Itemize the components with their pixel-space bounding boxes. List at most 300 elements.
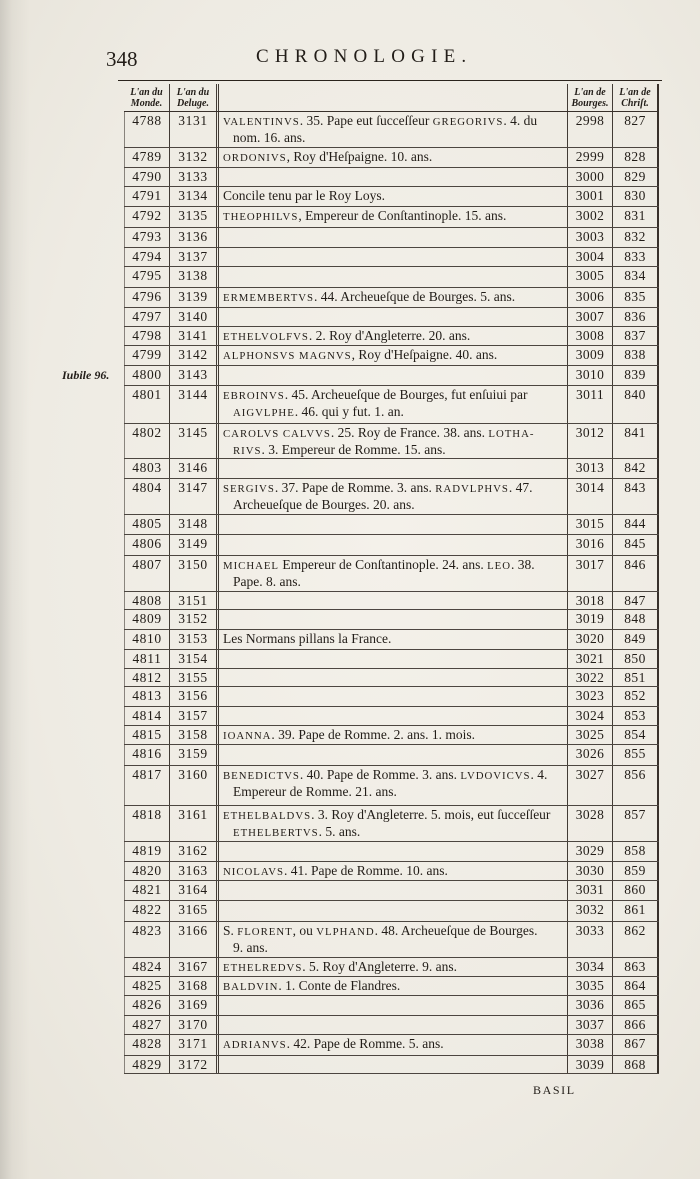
table-row: [124, 726, 659, 745]
year-since-deluge: 3165: [178, 902, 208, 917]
event-line: Concile tenu par le Roy Loys.: [223, 188, 385, 203]
year-of-christ: 837: [613, 327, 659, 345]
year-of-bourges: 3035: [568, 977, 613, 995]
name-small-caps: LEO: [487, 560, 511, 572]
event-cell: [216, 806, 568, 841]
year-of-christ: 841: [613, 424, 659, 458]
event-cell: [216, 610, 568, 629]
year-of-bourges: 2998: [568, 112, 613, 147]
year-of-christ: 863: [613, 958, 659, 976]
year-since-deluge: 3142: [178, 347, 208, 362]
event-line: NICOLAVS. 41. Pape de Romme. 10. ans.: [223, 863, 448, 878]
year-of-christ: 866: [613, 1016, 659, 1034]
year-of-bourges: 3033: [568, 922, 613, 957]
year-of-world: 4793: [124, 228, 170, 247]
table-header: [124, 84, 659, 112]
table-row: [124, 650, 659, 669]
event-line: Archeueſque de Bourges. 20. ans.: [233, 497, 415, 512]
year-since-deluge: 3172: [178, 1057, 208, 1072]
year-since-deluge: 3148: [178, 516, 208, 531]
event-line: Empereur de Romme. 21. ans.: [233, 784, 397, 799]
year-of-christ: 851: [613, 669, 659, 686]
name-small-caps: RIVS: [233, 445, 262, 457]
year-of-world: 4797: [124, 308, 170, 326]
event-cell: [216, 669, 568, 686]
table-row: [62, 366, 659, 386]
event-line: IOANNA. 39. Pape de Romme. 2. ans. 1. mois.: [223, 727, 476, 742]
year-of-christ: 846: [613, 556, 659, 591]
year-of-world: 4803: [124, 459, 170, 478]
year-of-bourges: 3016: [568, 535, 613, 555]
year-of-christ: 867: [613, 1035, 659, 1055]
event-line: S. FLORENT, ou VLPHAND. 48. Archeueſque de Bourges.: [223, 923, 538, 938]
year-since-deluge: 3131: [178, 113, 208, 128]
table-row: [124, 592, 659, 610]
year-of-world: 4815: [124, 726, 170, 744]
event-cell: [216, 881, 568, 900]
year-of-christ: 868: [613, 1056, 659, 1073]
event-line: AIGVLPHE. 46. qui y fut. 1. an.: [233, 404, 404, 419]
event-line: Pape. 8. ans.: [233, 574, 301, 589]
event-cell: [216, 479, 568, 514]
name-small-caps: LVDOVICVS: [460, 770, 531, 782]
name-small-caps: BALDVIN: [223, 981, 279, 993]
year-of-christ: 852: [613, 687, 659, 706]
year-of-world: 4817: [124, 766, 170, 805]
event-cell: [216, 112, 568, 147]
event-line: 9. ans.: [233, 940, 268, 955]
year-of-world: 4820: [124, 862, 170, 880]
year-of-christ: 833: [613, 248, 659, 266]
event-cell: [216, 386, 568, 423]
event-cell: [216, 687, 568, 706]
year-of-world: 4805: [124, 515, 170, 534]
year-of-bourges: 3011: [568, 386, 613, 423]
event-cell: [216, 168, 568, 186]
year-of-world: 4821: [124, 881, 170, 900]
name-small-caps: VLPHAND: [316, 926, 375, 938]
margin-note: Iubile 96.: [62, 368, 110, 382]
table-row: [124, 707, 659, 726]
event-line: RIVS. 3. Empereur de Romme. 15. ans.: [233, 442, 446, 457]
year-of-world: 4792: [124, 207, 170, 227]
year-of-christ: 847: [613, 592, 659, 609]
header-rule: [118, 80, 662, 81]
year-of-bourges: 3026: [568, 745, 613, 765]
year-of-christ: 853: [613, 707, 659, 725]
name-small-caps: NICOLAVS: [223, 866, 284, 878]
year-of-world: 4826: [124, 996, 170, 1015]
year-of-world: 4798: [124, 327, 170, 345]
page-number: 348: [106, 47, 138, 71]
table-row: [124, 308, 659, 327]
event-line: VALENTINVS. 35. Pape eut ſucceſſeur GREGORIVS. 4. du: [223, 113, 538, 128]
event-cell: [216, 996, 568, 1015]
event-line: ETHELBALDVS. 3. Roy d'Angleterre. 5. mois, eut ſucceſſeur: [223, 807, 551, 822]
event-cell: [216, 1035, 568, 1055]
year-since-deluge: 3149: [178, 536, 208, 551]
name-small-caps: RADVLPHVS: [435, 483, 509, 495]
year-since-deluge: 3171: [178, 1036, 208, 1051]
event-cell: [216, 459, 568, 478]
year-of-christ: 848: [613, 610, 659, 629]
year-of-christ: 830: [613, 187, 659, 206]
chronology-table: [62, 84, 659, 1074]
year-of-bourges: 3037: [568, 1016, 613, 1034]
year-of-christ: 844: [613, 515, 659, 534]
year-of-bourges: 3005: [568, 267, 613, 287]
column-header-events: [216, 84, 568, 111]
year-of-christ: 849: [613, 630, 659, 649]
year-of-christ: 831: [613, 207, 659, 227]
event-line: ALPHONSVS MAGNVS, Roy d'Heſpaigne. 40. ans.: [223, 347, 498, 362]
year-of-world: 4799: [124, 346, 170, 365]
year-of-bourges: 3000: [568, 168, 613, 186]
name-small-caps: THEOPHILVS: [223, 211, 299, 223]
event-line: ADRIANVS. 42. Pape de Romme. 5. ans.: [223, 1036, 444, 1051]
year-of-christ: 827: [613, 112, 659, 147]
table-row: [124, 996, 659, 1016]
event-cell: [216, 901, 568, 921]
year-of-world: 4814: [124, 707, 170, 725]
name-small-caps: FLORENT: [237, 926, 293, 938]
table-row: [124, 556, 659, 592]
table-row: [124, 327, 659, 346]
name-small-caps: ETHELVOLFVS: [223, 331, 309, 343]
event-line: EBROINVS. 45. Archeueſque de Bourges, fut enſuiui par: [223, 387, 528, 402]
year-of-bourges: 3017: [568, 556, 613, 591]
year-of-world: 4829: [124, 1056, 170, 1073]
year-of-world: 4823: [124, 922, 170, 957]
year-of-world: 4795: [124, 267, 170, 287]
event-line: nom. 16. ans.: [233, 130, 306, 145]
year-of-christ: 845: [613, 535, 659, 555]
year-of-christ: 862: [613, 922, 659, 957]
year-of-christ: 829: [613, 168, 659, 186]
table-row: [124, 630, 659, 650]
table-row: [124, 515, 659, 535]
year-of-world: 4807: [124, 556, 170, 591]
event-cell: [216, 148, 568, 167]
year-since-deluge: 3150: [178, 557, 208, 572]
event-cell: [216, 1056, 568, 1073]
name-small-caps: ETHELBERTVS: [233, 827, 319, 839]
year-of-world: 4808: [124, 592, 170, 609]
table-row: [124, 610, 659, 630]
table-row: [124, 958, 659, 977]
table-row: [124, 479, 659, 515]
year-since-deluge: 3159: [178, 746, 208, 761]
year-of-bourges: 3021: [568, 650, 613, 668]
year-of-christ: 836: [613, 308, 659, 326]
table-row: [124, 112, 659, 148]
year-of-world: 4813: [124, 687, 170, 706]
year-of-world: 4809: [124, 610, 170, 629]
year-of-christ: 828: [613, 148, 659, 167]
event-cell: [216, 862, 568, 880]
table-row: [124, 881, 659, 901]
event-line: ETHELVOLFVS. 2. Roy d'Angleterre. 20. ans.: [223, 328, 471, 343]
event-cell: [216, 327, 568, 345]
event-line: BALDVIN. 1. Conte de Flandres.: [223, 978, 401, 993]
event-line: ORDONIVS, Roy d'Heſpaigne. 10. ans.: [223, 149, 433, 164]
year-of-world: 4822: [124, 901, 170, 921]
year-since-deluge: 3143: [178, 367, 208, 382]
year-of-christ: 861: [613, 901, 659, 921]
event-cell: [216, 726, 568, 744]
year-since-deluge: 3161: [178, 807, 208, 822]
year-of-bourges: 3001: [568, 187, 613, 206]
year-of-bourges: 3030: [568, 862, 613, 880]
name-small-caps: VALENTINVS: [223, 116, 300, 128]
year-of-world: 4825: [124, 977, 170, 995]
table-body: [62, 112, 659, 1074]
table-row: [124, 168, 659, 187]
event-line: ETHELBERTVS. 5. ans.: [233, 824, 361, 839]
year-of-christ: 864: [613, 977, 659, 995]
event-cell: [216, 424, 568, 458]
running-title: CHRONOLOGIE.: [256, 46, 473, 67]
name-small-caps: ADRIANVS: [223, 1039, 287, 1051]
table-row: [124, 386, 659, 424]
year-of-world: 4811: [124, 650, 170, 668]
year-since-deluge: 3163: [178, 863, 208, 878]
event-cell: [216, 650, 568, 668]
year-of-world: 4819: [124, 842, 170, 861]
year-of-world: 4794: [124, 248, 170, 266]
name-small-caps: ETHELREDVS: [223, 962, 303, 974]
year-of-christ: 843: [613, 479, 659, 514]
event-cell: [216, 366, 568, 385]
table-row: [124, 148, 659, 168]
event-cell: [216, 630, 568, 649]
year-of-christ: 855: [613, 745, 659, 765]
event-line: ETHELREDVS. 5. Roy d'Angleterre. 9. ans.: [223, 959, 457, 974]
year-since-deluge: 3167: [178, 959, 208, 974]
table-row: [124, 187, 659, 207]
event-cell: [216, 248, 568, 266]
year-of-christ: 856: [613, 766, 659, 805]
event-line: SERGIVS. 37. Pape de Romme. 3. ans. RADVLPHVS. 47.: [223, 480, 533, 495]
column-header-year-of-bourges: L'an de Bourges.: [568, 84, 613, 111]
event-cell: [216, 535, 568, 555]
name-small-caps: ERMEMBERTVS: [223, 292, 315, 304]
event-cell: [216, 922, 568, 957]
year-since-deluge: 3170: [178, 1017, 208, 1032]
table-row: [124, 669, 659, 687]
year-of-bourges: 3015: [568, 515, 613, 534]
table-row: [124, 288, 659, 308]
year-of-christ: 840: [613, 386, 659, 423]
table-row: [124, 459, 659, 479]
year-of-bourges: 3028: [568, 806, 613, 841]
table-row: [124, 977, 659, 996]
year-of-world: 4802: [124, 424, 170, 458]
event-line: MICHAEL Empereur de Conſtantinople. 24. ans. LEO. 38.: [223, 557, 535, 572]
catchword: BASIL: [533, 1083, 576, 1097]
year-of-christ: 854: [613, 726, 659, 744]
year-since-deluge: 3154: [178, 651, 208, 666]
table-row: [124, 1056, 659, 1074]
name-small-caps: ETHELBALDVS: [223, 810, 312, 822]
table-row: [124, 424, 659, 459]
year-since-deluge: 3162: [178, 843, 208, 858]
table-row: [124, 207, 659, 228]
event-cell: [216, 977, 568, 995]
year-of-world: 4827: [124, 1016, 170, 1034]
year-since-deluge: 3157: [178, 708, 208, 723]
year-since-deluge: 3134: [178, 188, 208, 203]
name-small-caps: CAROLVS CALVVS: [223, 428, 331, 440]
year-since-deluge: 3145: [178, 425, 208, 440]
event-cell: [216, 308, 568, 326]
year-of-bourges: 3031: [568, 881, 613, 900]
year-of-bourges: 3010: [568, 366, 613, 385]
year-of-christ: 857: [613, 806, 659, 841]
year-since-deluge: 3139: [178, 289, 208, 304]
event-line: CAROLVS CALVVS. 25. Roy de France. 38. ans. LOTHA-: [223, 425, 535, 440]
event-cell: [216, 707, 568, 725]
year-of-christ: 838: [613, 346, 659, 365]
year-of-bourges: 3020: [568, 630, 613, 649]
year-since-deluge: 3164: [178, 882, 208, 897]
year-since-deluge: 3152: [178, 611, 208, 626]
event-cell: [216, 515, 568, 534]
event-cell: [216, 958, 568, 976]
year-since-deluge: 3158: [178, 727, 208, 742]
year-of-bourges: 3032: [568, 901, 613, 921]
year-of-bourges: 3007: [568, 308, 613, 326]
event-line: Les Normans pillans la France.: [223, 631, 392, 646]
table-row: [124, 1016, 659, 1035]
year-since-deluge: 3169: [178, 997, 208, 1012]
year-of-world: 4790: [124, 168, 170, 186]
year-since-deluge: 3147: [178, 480, 208, 495]
year-of-world: 4789: [124, 148, 170, 167]
table-row: [124, 228, 659, 248]
year-since-deluge: 3146: [178, 460, 208, 475]
year-of-christ: 859: [613, 862, 659, 880]
year-of-christ: 839: [613, 366, 659, 385]
event-cell: [216, 187, 568, 206]
name-small-caps: SERGIVS: [223, 483, 275, 495]
year-since-deluge: 3138: [178, 268, 208, 283]
name-small-caps: ALPHONSVS MAGNVS: [223, 350, 352, 362]
year-of-bourges: 3013: [568, 459, 613, 478]
table-row: [124, 922, 659, 958]
year-of-world: 4800: [124, 366, 170, 385]
year-of-bourges: 3006: [568, 288, 613, 307]
event-cell: [216, 556, 568, 591]
event-cell: [216, 228, 568, 247]
year-of-bourges: 3023: [568, 687, 613, 706]
event-cell: [216, 745, 568, 765]
name-small-caps: AIGVLPHE: [233, 407, 295, 419]
year-since-deluge: 3135: [178, 208, 208, 223]
name-small-caps: ORDONIVS: [223, 152, 287, 164]
year-since-deluge: 3155: [178, 670, 208, 685]
name-small-caps: MICHAEL: [223, 560, 279, 572]
year-of-bourges: 3008: [568, 327, 613, 345]
year-since-deluge: 3140: [178, 309, 208, 324]
year-of-bourges: 3002: [568, 207, 613, 227]
year-of-christ: 865: [613, 996, 659, 1015]
year-since-deluge: 3144: [178, 387, 208, 402]
event-cell: [216, 592, 568, 609]
year-of-world: 4816: [124, 745, 170, 765]
year-since-deluge: 3168: [178, 978, 208, 993]
year-of-bourges: 2999: [568, 148, 613, 167]
year-of-world: 4810: [124, 630, 170, 649]
event-cell: [216, 842, 568, 861]
year-of-bourges: 3038: [568, 1035, 613, 1055]
year-of-bourges: 3034: [568, 958, 613, 976]
event-cell: [216, 207, 568, 227]
year-since-deluge: 3141: [178, 328, 208, 343]
year-of-christ: 842: [613, 459, 659, 478]
year-of-world: 4804: [124, 479, 170, 514]
year-since-deluge: 3166: [178, 923, 208, 938]
year-of-world: 4828: [124, 1035, 170, 1055]
table-row: [124, 1035, 659, 1056]
year-of-world: 4801: [124, 386, 170, 423]
year-since-deluge: 3136: [178, 229, 208, 244]
event-line: THEOPHILVS, Empereur de Conſtantinople. 15. ans.: [223, 208, 507, 223]
name-small-caps: BENEDICTVS: [223, 770, 300, 782]
year-of-christ: 850: [613, 650, 659, 668]
column-header-year-of-christ: L'an de Chriſt.: [613, 84, 659, 111]
event-cell: [216, 1016, 568, 1034]
table-row: [124, 248, 659, 267]
table-row: [124, 901, 659, 922]
year-of-bourges: 3022: [568, 669, 613, 686]
table-row: [124, 346, 659, 366]
column-header-year-of-world: L'an du Monde.: [124, 84, 170, 111]
year-of-bourges: 3014: [568, 479, 613, 514]
table-row: [124, 687, 659, 707]
event-line: ERMEMBERTVS. 44. Archeueſque de Bourges. 5. ans.: [223, 289, 516, 304]
table-row: [124, 842, 659, 862]
year-of-bourges: 3009: [568, 346, 613, 365]
year-of-bourges: 3025: [568, 726, 613, 744]
year-of-bourges: 3027: [568, 766, 613, 805]
year-since-deluge: 3132: [178, 149, 208, 164]
column-header-year-since-deluge: L'an du Deluge.: [176, 87, 210, 109]
year-of-christ: 832: [613, 228, 659, 247]
year-of-world: 4796: [124, 288, 170, 307]
year-of-bourges: 3029: [568, 842, 613, 861]
year-since-deluge: 3151: [178, 593, 208, 608]
name-small-caps: IOANNA: [223, 730, 272, 742]
year-of-christ: 860: [613, 881, 659, 900]
year-of-christ: 835: [613, 288, 659, 307]
event-cell: [216, 766, 568, 805]
year-since-deluge: 3160: [178, 767, 208, 782]
event-cell: [216, 267, 568, 287]
year-of-world: 4812: [124, 669, 170, 686]
year-of-bourges: 3003: [568, 228, 613, 247]
year-of-bourges: 3018: [568, 592, 613, 609]
year-of-bourges: 3012: [568, 424, 613, 458]
year-since-deluge: 3137: [178, 249, 208, 264]
year-of-world: 4818: [124, 806, 170, 841]
name-small-caps: GREGORIVS: [432, 116, 504, 128]
year-since-deluge: 3153: [178, 631, 208, 646]
year-of-world: 4788: [124, 112, 170, 147]
year-of-bourges: 3004: [568, 248, 613, 266]
table-row: [124, 267, 659, 288]
year-since-deluge: 3156: [178, 688, 208, 703]
